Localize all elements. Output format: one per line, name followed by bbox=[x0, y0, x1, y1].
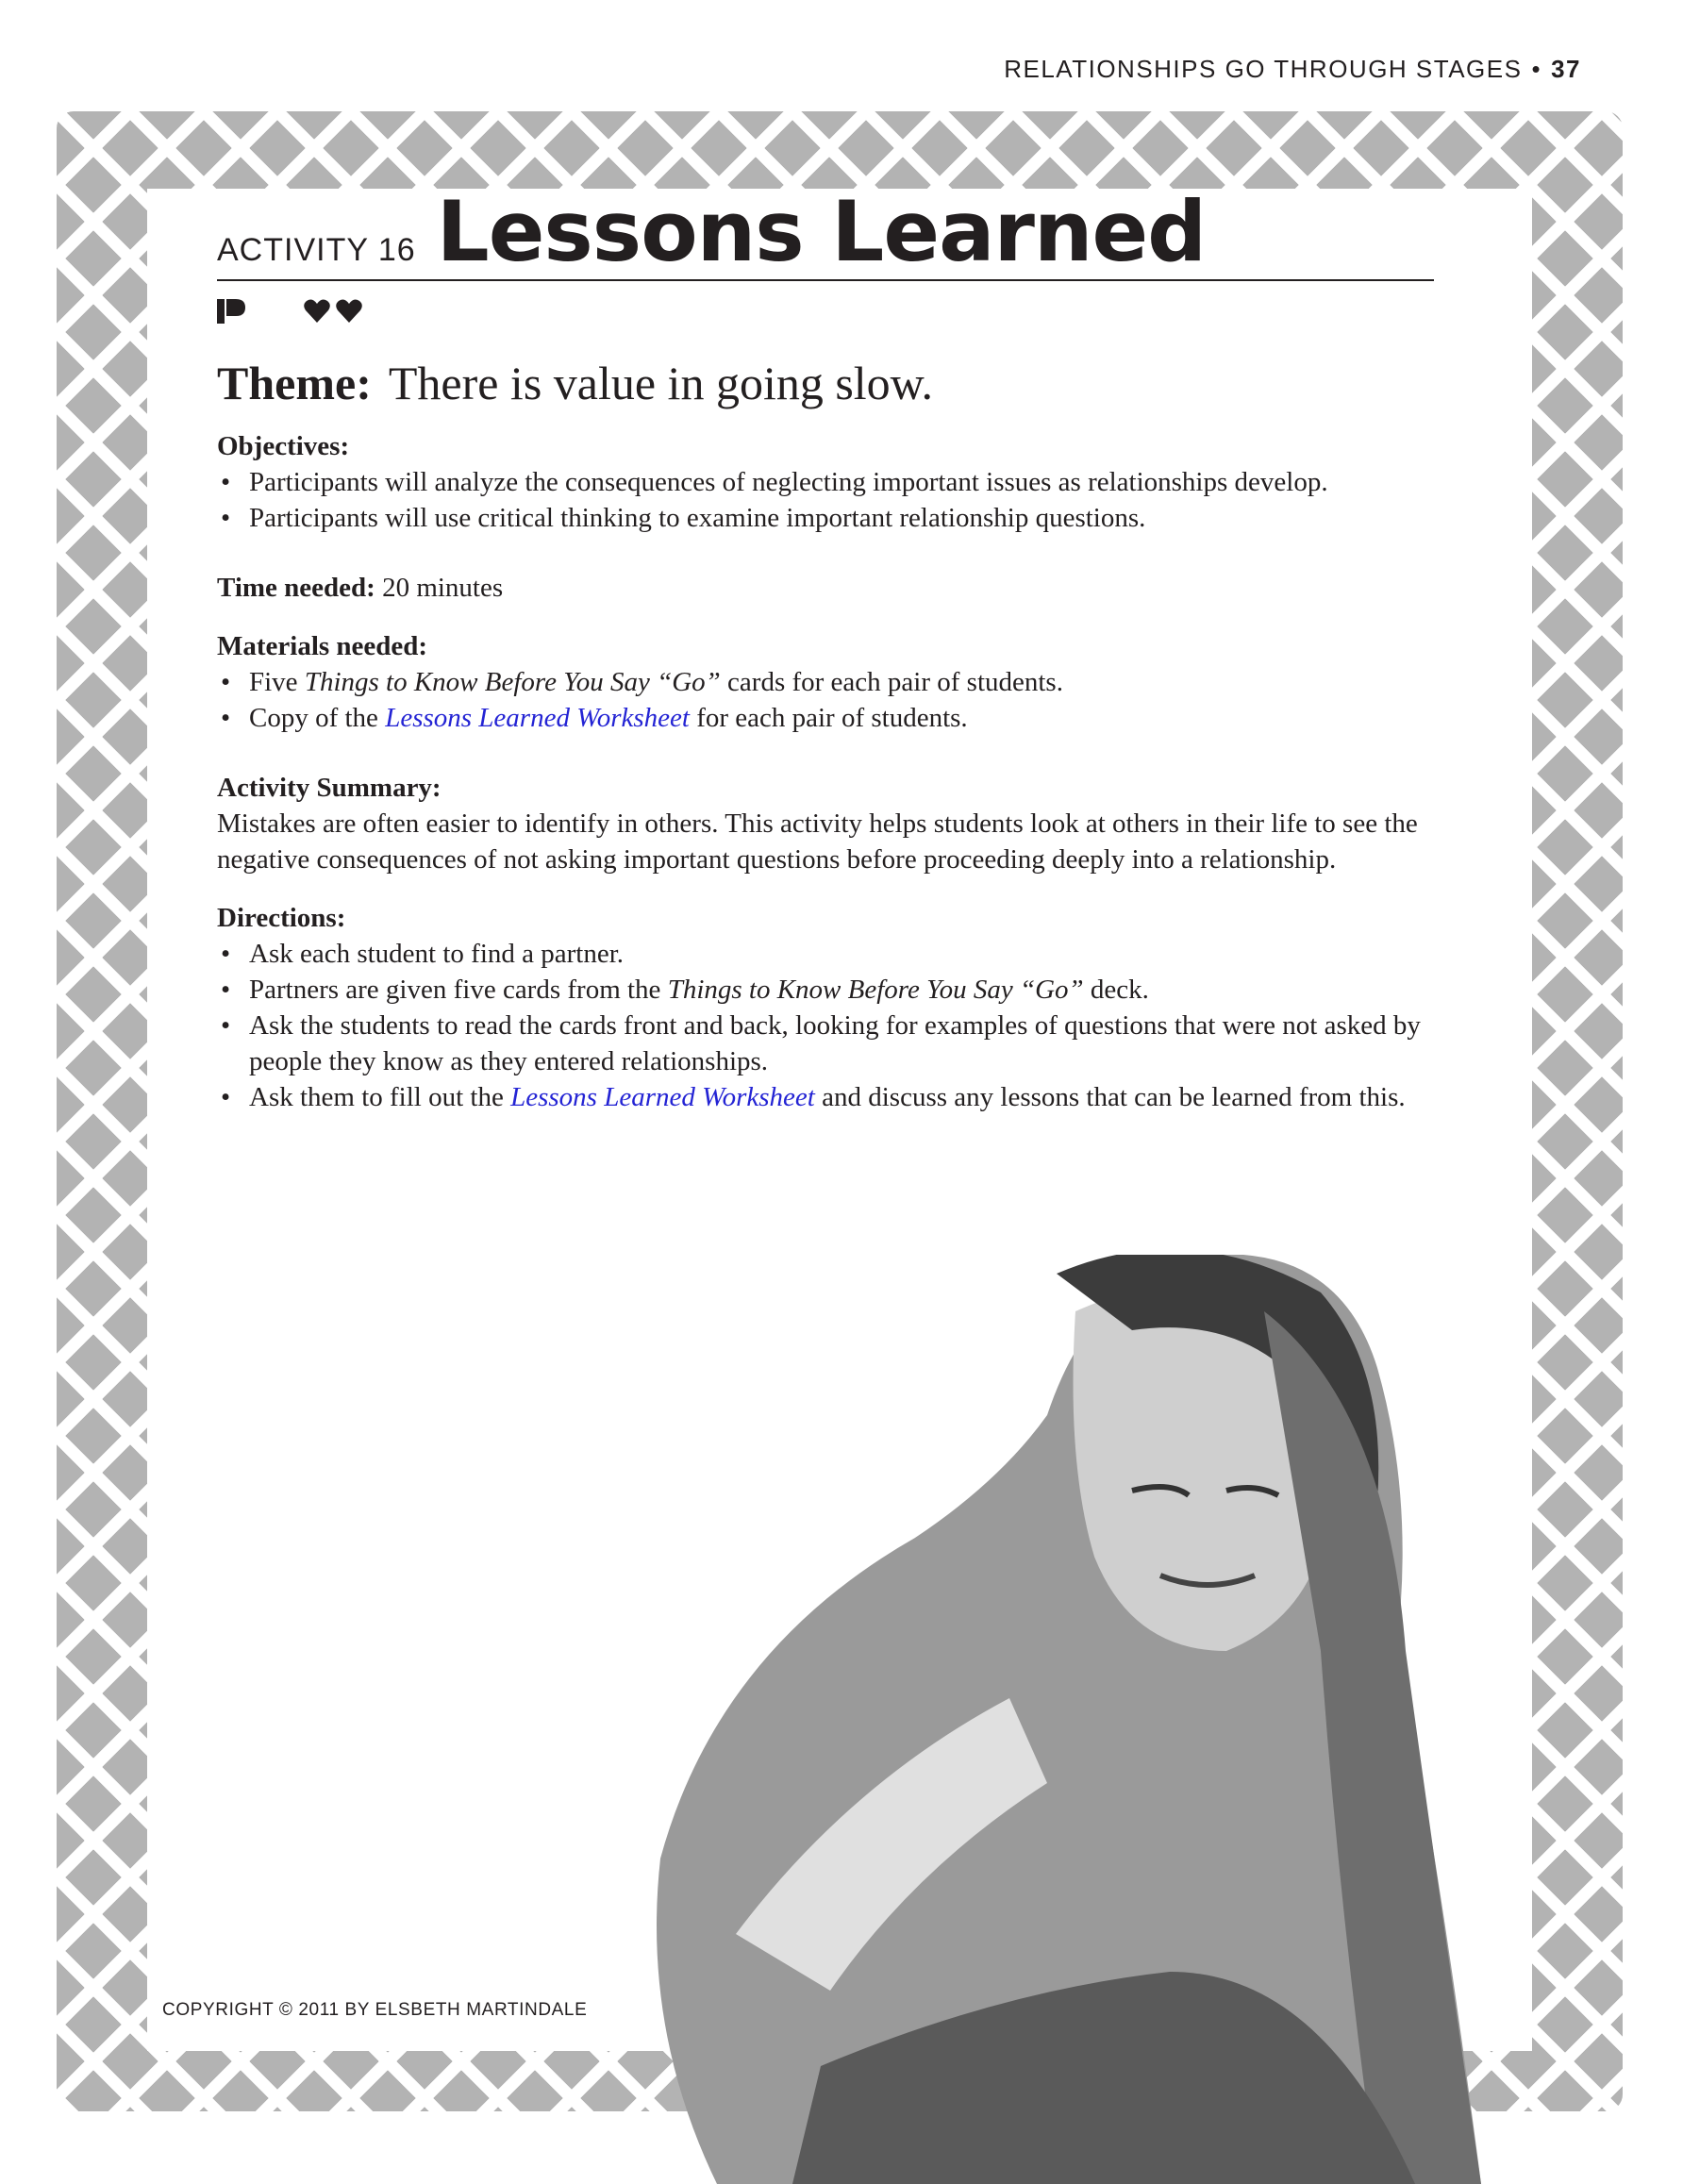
directions-heading: Directions: bbox=[217, 903, 346, 934]
directions-list bbox=[217, 936, 1434, 1115]
theme-label: Theme: bbox=[217, 357, 372, 410]
list-item: • Participants will analyze the consequences of neglecting important issues as relationships develop. bbox=[217, 464, 1434, 500]
item-text: and discuss any lessons that can be learned from this. bbox=[814, 1082, 1406, 1113]
time-needed-label: Time needed: bbox=[217, 573, 375, 604]
running-header bbox=[1004, 55, 1581, 84]
activity-heading bbox=[217, 183, 1434, 281]
item-title: Things to Know Before You Say “Go” bbox=[304, 667, 721, 698]
objectives-list bbox=[217, 464, 1434, 536]
item-text: cards for each pair of students. bbox=[720, 667, 1063, 698]
list-item bbox=[217, 972, 1434, 1008]
portrait-photo bbox=[604, 1255, 1660, 2184]
heart-icon bbox=[336, 299, 362, 324]
time-needed bbox=[217, 570, 1434, 606]
materials-list bbox=[217, 664, 1434, 736]
list-item: • Participants will use critical thinking to examine important relationship questions. bbox=[217, 500, 1434, 536]
summary-section bbox=[217, 770, 1434, 877]
objectives-heading: Objectives: bbox=[217, 431, 350, 462]
heart-icon bbox=[304, 299, 330, 324]
directions-section bbox=[217, 900, 1434, 1115]
objectives-section bbox=[217, 428, 1434, 536]
summary-heading: Activity Summary: bbox=[217, 773, 442, 804]
item-text: Partners are given five cards from the bbox=[249, 975, 668, 1006]
list-item: • Ask each student to find a partner. bbox=[217, 936, 1434, 972]
time-needed-value: 20 minutes bbox=[382, 573, 504, 604]
item-text: deck. bbox=[1083, 975, 1149, 1006]
item-text: Five bbox=[249, 667, 305, 698]
item-text: for each pair of students. bbox=[689, 703, 968, 734]
running-title: RELATIONSHIPS GO THROUGH STAGES bbox=[1004, 55, 1523, 83]
theme-text: There is value in going slow. bbox=[388, 357, 934, 410]
bullet-separator: • bbox=[1531, 55, 1542, 83]
theme-line bbox=[217, 355, 1434, 411]
page-number: 37 bbox=[1551, 55, 1581, 83]
worksheet-link[interactable]: Lessons Learned Worksheet bbox=[510, 1082, 815, 1113]
item-text: Ask them to fill out the bbox=[249, 1082, 511, 1113]
activity-title: Lessons Learned bbox=[436, 183, 1207, 280]
materials-heading: Materials needed: bbox=[217, 631, 428, 662]
materials-section bbox=[217, 628, 1434, 736]
activity-content bbox=[217, 183, 1434, 1115]
activity-label: ACTIVITY 16 bbox=[217, 232, 416, 268]
p-marker-icon bbox=[217, 299, 245, 324]
list-item: • Ask the students to read the cards front and back, looking for examples of questions that were not asked by people they know as they entered relationships. bbox=[217, 1008, 1434, 1079]
copyright-notice: COPYRIGHT © 2011 BY ELSBETH MARTINDALE bbox=[162, 2000, 588, 2020]
item-title: Things to Know Before You Say “Go” bbox=[667, 975, 1084, 1006]
list-item bbox=[217, 700, 1434, 736]
list-item bbox=[217, 1079, 1434, 1115]
list-item bbox=[217, 664, 1434, 700]
summary-text: Mistakes are often easier to identify in others. This activity helps students look at others in their life to see the negative consequences of not asking important questions before proceeding deeply into a relationship. bbox=[217, 809, 1418, 875]
activity-markers bbox=[217, 294, 1434, 328]
item-text: Copy of the bbox=[249, 703, 386, 734]
portrait-illustration bbox=[604, 1255, 1660, 2184]
worksheet-link[interactable]: Lessons Learned Worksheet bbox=[385, 703, 690, 734]
